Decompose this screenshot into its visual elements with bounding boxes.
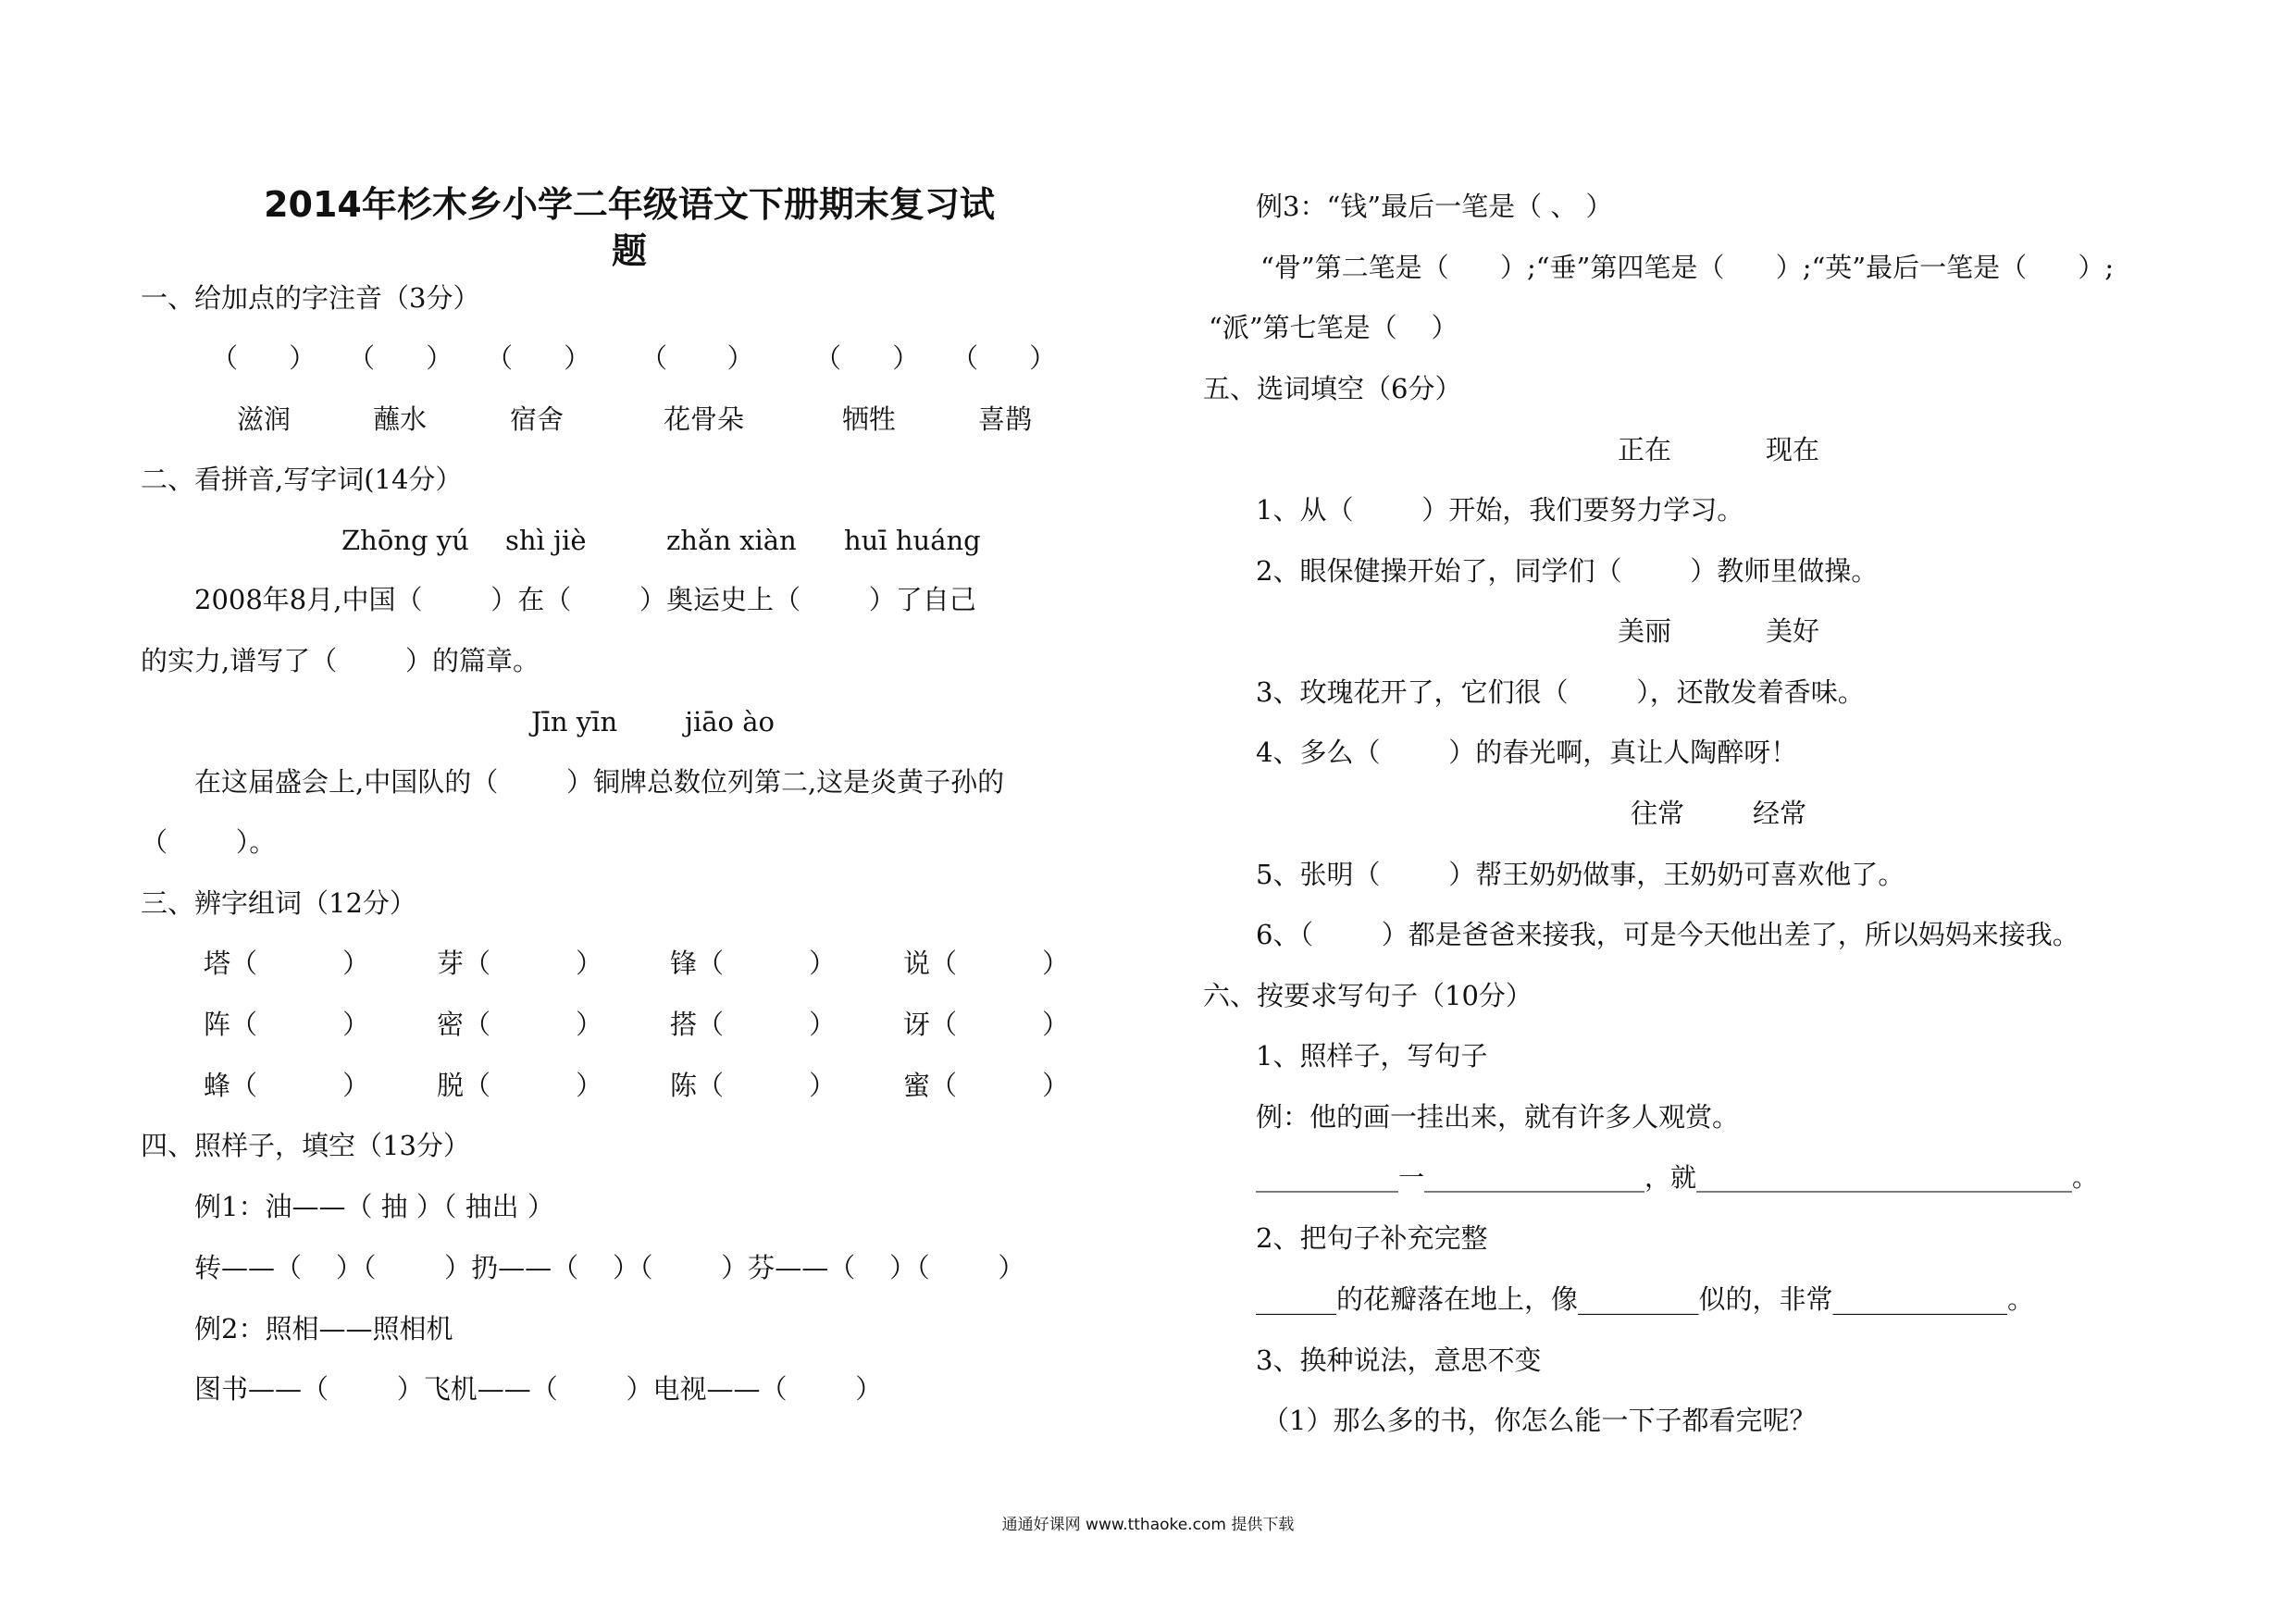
example-1: 例1：油——（ 抽 ）（ 抽出 ） [194,1191,554,1222]
char-cell: 搭（ ） [670,1009,837,1040]
pinyin-paren-1: （ ） [211,342,316,374]
word-3: 宿舍 [510,403,565,435]
pinyin-paren-3: （ ） [486,342,591,374]
question-5: 5、张明（ ）帮王奶奶做事，王奶奶可喜欢他了。 [1256,859,1905,890]
stroke-line-1: “骨”第二笔是（ ）;“垂”第四笔是（ ）;“英”最后一笔是（ ）; [1260,252,2115,283]
pinyin-4: huī huáng [844,525,981,556]
section-2-line-2: 的实力,谱写了（ ）的篇章。 [141,645,540,676]
section-1-heading: 一、给加点的字注音（3分） [141,282,480,314]
section-4-row-2: 图书——（ ）飞机——（ ）电视——（ ） [194,1373,883,1405]
pinyin-6: jiāo ào [685,706,775,737]
question-1: 1、从（ ）开始，我们要努力学习。 [1256,494,1744,526]
part-1-example: 例：他的画一挂出来，就有许多人观赏。 [1256,1101,1740,1133]
section-2-heading: 二、看拼音,写字词(14分） [141,464,463,495]
pinyin-paren-4: （ ） [640,342,754,374]
char-cell: 讶（ ） [903,1009,1070,1040]
part-2-label: 2、把句子补充完整 [1256,1222,1488,1254]
word-5: 牺牲 [842,403,897,435]
example-3: 例3：“钱”最后一笔是（ 、 ） [1256,191,1613,222]
char-cell: 锋（ ） [670,948,837,979]
char-cell: 塔（ ） [204,948,370,979]
word-4: 花骨朵 [664,403,745,435]
page-title: 2014年杉木乡小学二年级语文下册期末复习试题 [264,184,995,271]
word-choice: 美好 [1766,615,1820,647]
char-cell: 说（ ） [903,948,1070,979]
part-3-label: 3、换种说法，意思不变 [1256,1344,1542,1376]
pinyin-paren-6: （ ） [951,342,1057,374]
question-2: 2、眼保健操开始了，同学们（ ）教师里做操。 [1256,555,1879,587]
section-2-line-3: 在这届盛会上,中国队的（ ）铜牌总数位列第二,这是炎黄子孙的 [194,766,1005,798]
stroke-line-2: “派”第七笔是（ ） [1209,312,1458,343]
pinyin-paren-5: （ ） [814,342,920,374]
question-6: 6、（ ）都是爸爸来接我，可是今天他出差了，所以妈妈来接我。 [1256,919,2079,950]
char-cell: 芽（ ） [437,948,603,979]
section-3-heading: 三、辨字组词（12分） [141,887,416,919]
part-1-blank: ___________一_________________，就_____________________________。 [1256,1162,2099,1193]
word-2: 蘸水 [373,403,428,435]
question-3: 3、玫瑰花开了，它们很（ ），还散发着香味。 [1256,676,1865,708]
char-cell: 蜜（ ） [903,1070,1070,1101]
word-choice: 正在 [1618,434,1672,465]
section-2-line-4: （ ）。 [141,826,277,858]
word-choice: 美丽 [1618,615,1672,647]
page-footer: 通通好课网 www.tthaoke.com 提供下载 [1001,1516,1295,1534]
section-4-heading: 四、照样子，填空（13分） [141,1130,470,1161]
part-2-blank: ______的花瓣落在地上，像_________似的，非常_____________。 [1256,1283,2035,1315]
example-2: 例2：照相——照相机 [194,1313,453,1344]
pinyin-3: zhǎn xiàn [666,525,797,556]
word-choice: 现在 [1766,434,1820,465]
section-6-heading: 六、按要求写句子（10分） [1203,980,1533,1011]
pinyin-2: shì jiè [505,525,587,556]
question-4: 4、多么（ ）的春光啊，真让人陶醉呀！ [1256,737,1798,768]
part-3-question: （1）那么多的书，你怎么能一下子都看完呢？ [1262,1405,1817,1436]
word-choice: 往常 [1631,798,1685,829]
word-6: 喜鹊 [978,403,1033,435]
word-choice: 经常 [1753,798,1807,829]
section-2-line-1: 2008年8月,中国（ ）在（ ）奥运史上（ ）了自己 [194,584,976,615]
part-1-label: 1、照样子，写句子 [1256,1040,1488,1072]
char-cell: 密（ ） [437,1009,603,1040]
section-4-row-1: 转——（ ）（ ）扔——（ ）（ ）芬——（ ）（ ） [194,1252,1025,1283]
pinyin-paren-2: （ ） [348,342,453,374]
pinyin-5: Jīn yīn [531,706,618,737]
char-cell: 蜂（ ） [204,1070,370,1101]
section-5-heading: 五、选词填空（6分） [1203,373,1462,404]
pinyin-1: Zhōng yú [341,525,469,556]
char-cell: 脱（ ） [437,1070,603,1101]
char-cell: 陈（ ） [670,1070,837,1101]
word-1: 滋润 [237,403,292,435]
char-cell: 阵（ ） [204,1009,370,1040]
